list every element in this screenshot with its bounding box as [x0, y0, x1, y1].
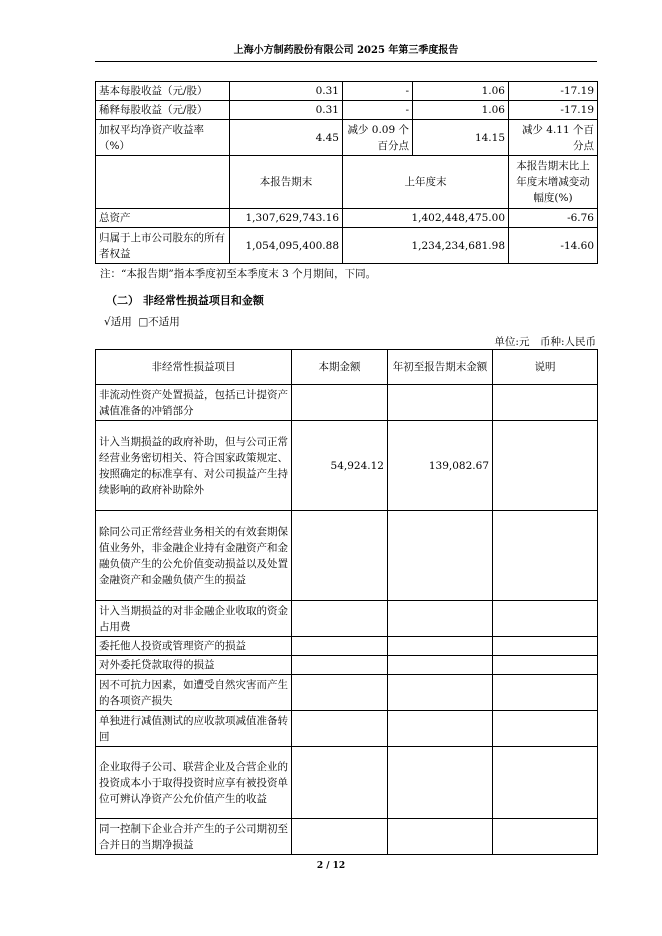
row-label: 归属于上市公司股东的所有者权益: [96, 228, 230, 264]
item-note: [493, 421, 598, 511]
cell-value: 0.31: [230, 101, 343, 120]
row-label: 总资产: [96, 209, 230, 228]
cell-value: -6.76: [509, 209, 598, 228]
current-amount: [292, 385, 388, 421]
current-amount: [292, 601, 388, 637]
not-applicable-unchecked: □不适用: [138, 316, 180, 328]
current-amount: [292, 656, 388, 675]
table-row: [96, 385, 598, 421]
table-row: [96, 601, 598, 637]
current-amount: [292, 637, 388, 656]
item-note: [493, 675, 598, 711]
item-label: 计入当期损益的政府补助，但与公司正常经营业务密切相关、符合国家政策规定、按照确定的标准享有、对公司损益产生持续影响的政府补助除外: [96, 421, 292, 511]
applicable-checked: √适用: [104, 316, 132, 328]
cell-value: 14.15: [413, 120, 509, 156]
current-amount: 54,924.12: [292, 421, 388, 511]
item-label: 因不可抗力因素，如遭受自然灾害而产生的各项资产损失: [96, 675, 292, 711]
table-row: [96, 656, 598, 675]
cell-value: -: [343, 82, 413, 101]
table-row: [96, 675, 598, 711]
item-label: 企业取得子公司、联营企业及合营企业的投资成本小于取得投资时应享有被投资单位可辨认净资产公允价值产生的收益: [96, 747, 292, 819]
item-note: [493, 747, 598, 819]
item-note: [493, 711, 598, 747]
table-header-row: [96, 350, 598, 385]
item-label: 除同公司正常经营业务相关的有效套期保值业务外，非金融企业持有金融资产和金融负债产生的公允价值变动损益以及处置金融资产和金融负债产生的损益: [96, 511, 292, 601]
current-amount: [292, 675, 388, 711]
table-row: [96, 209, 598, 228]
ytd-amount: [388, 711, 493, 747]
cell-value: -14.60: [509, 228, 598, 264]
applicability-line: [104, 314, 180, 329]
ytd-amount: 139,082.67: [388, 421, 493, 511]
ytd-amount: [388, 637, 493, 656]
cell-value: -17.19: [509, 101, 598, 120]
ytd-amount: [388, 675, 493, 711]
col-header-note: 说明: [493, 350, 598, 385]
item-note: [493, 637, 598, 656]
item-label: 对外委托贷款取得的损益: [96, 656, 292, 675]
cell-value: 1.06: [413, 101, 509, 120]
table-row: [96, 421, 598, 511]
table-row: [96, 228, 598, 264]
table-row: [96, 511, 598, 601]
cell-value: 1,054,095,400.88: [230, 228, 343, 264]
item-label: 单独进行减值测试的应收款项减值准备转回: [96, 711, 292, 747]
current-amount: [292, 711, 388, 747]
ytd-amount: [388, 511, 493, 601]
header-rule: [95, 61, 597, 62]
ytd-amount: [388, 601, 493, 637]
cell-value: 4.45: [230, 120, 343, 156]
cell-value: 减少 0.09 个百分点: [343, 120, 413, 156]
cell-value: 1,307,629,743.16: [230, 209, 343, 228]
col-header-current: 本期金额: [292, 350, 388, 385]
unit-currency-line: 单位:元 币种:人民币: [494, 336, 596, 348]
col-header-prior-year-end: 上年度末: [343, 156, 509, 209]
current-amount: [292, 747, 388, 819]
col-header-change: 本报告期末比上年度末增减变动幅度(%): [509, 156, 598, 209]
cell-value: 1.06: [413, 82, 509, 101]
cell-value: 0.31: [230, 82, 343, 101]
report-header: 上海小方制药股份有限公司 2025 年第三季度报告: [233, 45, 459, 56]
item-label: 同一控制下企业合并产生的子公司期初至合并日的当期净损益: [96, 819, 292, 855]
page-number: 2 / 12: [316, 861, 346, 871]
col-header-item: 非经常性损益项目: [96, 350, 292, 385]
table-note: 注：“本报告期”指本季度初至本季度末 3 个月期间，下同。: [100, 268, 377, 280]
empty-cell: [96, 156, 230, 209]
cell-value: 减少 4.11 个百分点: [509, 120, 598, 156]
item-note: [493, 656, 598, 675]
item-label: 计入当期损益的对非金融企业收取的资金占用费: [96, 601, 292, 637]
cell-value: -: [343, 101, 413, 120]
item-note: [493, 819, 598, 855]
ytd-amount: [388, 819, 493, 855]
table-row: [96, 637, 598, 656]
ytd-amount: [388, 385, 493, 421]
table-row: [96, 747, 598, 819]
row-label: 稀释每股收益（元/股）: [96, 101, 230, 120]
section-title: （二） 非经常性损益项目和金额: [106, 294, 264, 307]
item-note: [493, 601, 598, 637]
key-indicators-table: [95, 81, 598, 264]
item-label: 非流动性资产处置损益，包括已计提资产减值准备的冲销部分: [96, 385, 292, 421]
ytd-amount: [388, 656, 493, 675]
row-label: 基本每股收益（元/股）: [96, 82, 230, 101]
table-row: [96, 101, 598, 120]
table-row: [96, 711, 598, 747]
table-row: [96, 82, 598, 101]
non-recurring-items-table: [95, 349, 598, 855]
item-note: [493, 385, 598, 421]
row-label: 加权平均净资产收益率（%）: [96, 120, 230, 156]
cell-value: -17.19: [509, 82, 598, 101]
ytd-amount: [388, 747, 493, 819]
current-amount: [292, 511, 388, 601]
col-header-period-end: 本报告期末: [230, 156, 343, 209]
table-subheader-row: [96, 156, 598, 209]
current-amount: [292, 819, 388, 855]
table-row: [96, 120, 598, 156]
cell-value: 1,402,448,475.00: [343, 209, 509, 228]
cell-value: 1,234,234,681.98: [343, 228, 509, 264]
col-header-ytd: 年初至报告期末金额: [388, 350, 493, 385]
table-row: [96, 819, 598, 855]
item-note: [493, 511, 598, 601]
item-label: 委托他人投资或管理资产的损益: [96, 637, 292, 656]
